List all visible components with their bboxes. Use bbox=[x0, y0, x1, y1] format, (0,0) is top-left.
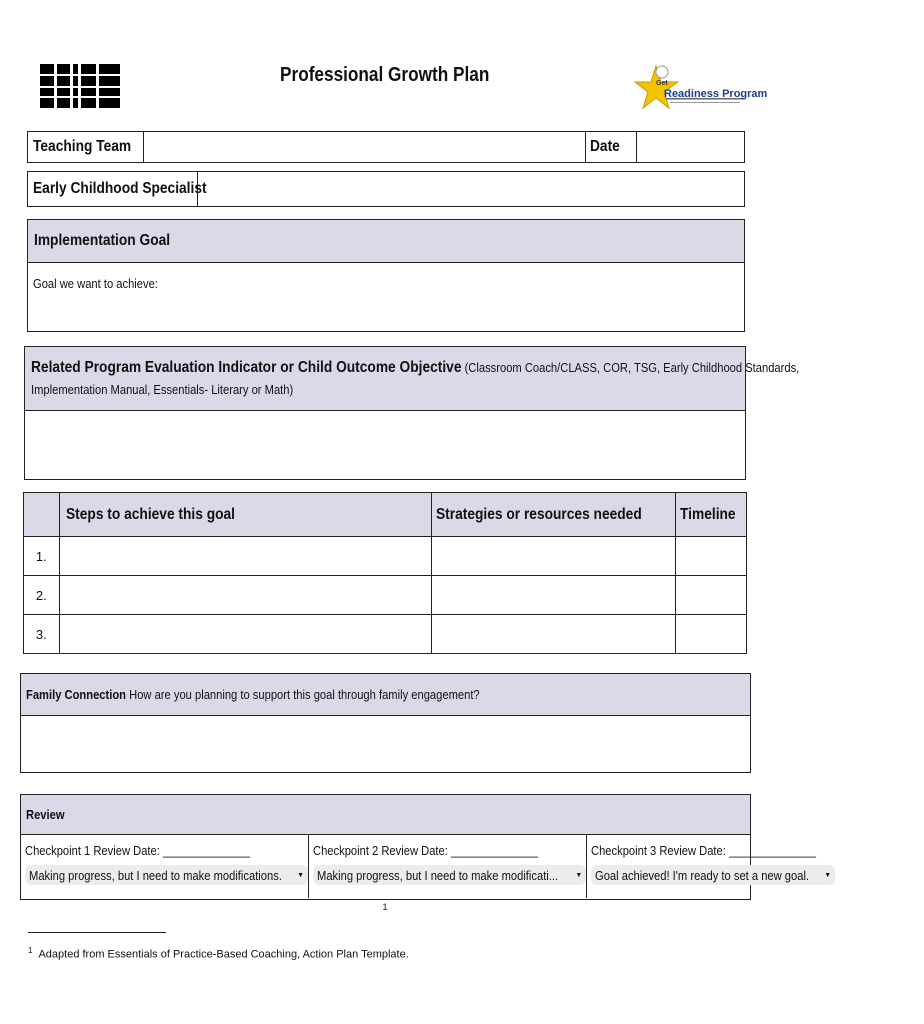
date-label: Date bbox=[586, 132, 637, 162]
strategy-input[interactable] bbox=[432, 576, 676, 615]
implementation-goal-section bbox=[27, 219, 745, 332]
footnote-divider bbox=[28, 932, 166, 933]
checkpoint-3 bbox=[587, 835, 853, 898]
checkpoint-3-status-dropdown[interactable]: Goal achieved! I'm ready to set a new goal. ▼ bbox=[591, 865, 835, 885]
steps-table bbox=[23, 492, 747, 654]
checkpoint-1-date[interactable]: Checkpoint 1 Review Date: ______________ bbox=[25, 843, 251, 858]
indicator-heading-rest: (Classroom Coach/CLASS, COR, TSG, Early Childhood Standards, bbox=[461, 360, 800, 375]
specialist-row bbox=[27, 171, 745, 207]
specialist-input[interactable] bbox=[198, 172, 744, 206]
teaching-team-label: Teaching Team bbox=[28, 132, 144, 162]
step-number: 3. bbox=[24, 615, 60, 654]
readiness-program-logo bbox=[636, 60, 768, 124]
step-number: 1. bbox=[24, 537, 60, 576]
page-title: Professional Growth Plan bbox=[280, 64, 490, 86]
dropdown-arrow-icon: ▼ bbox=[575, 871, 583, 879]
indicator-input[interactable] bbox=[25, 411, 745, 478]
table-row bbox=[24, 615, 747, 654]
footnote-mark: 1 bbox=[28, 946, 33, 955]
checkpoint-3-date[interactable]: Checkpoint 3 Review Date: ______________ bbox=[591, 843, 817, 858]
strategy-input[interactable] bbox=[432, 615, 676, 654]
table-row bbox=[24, 537, 747, 576]
step-input[interactable] bbox=[59, 537, 431, 576]
dropdown-arrow-icon: ▼ bbox=[824, 871, 832, 879]
family-connection-input[interactable] bbox=[21, 716, 750, 771]
timeline-input[interactable] bbox=[676, 537, 747, 576]
checkpoint-2-status-dropdown[interactable]: Making progress, but I need to make modificati... ▼ bbox=[313, 865, 586, 885]
checkpoint-2-date[interactable]: Checkpoint 2 Review Date: ______________ bbox=[313, 843, 539, 858]
timeline-input[interactable] bbox=[676, 615, 747, 654]
steps-header-row bbox=[24, 493, 747, 537]
family-connection-section bbox=[20, 673, 751, 773]
step-input[interactable] bbox=[59, 576, 431, 615]
table-row bbox=[24, 576, 747, 615]
page-number: 1 bbox=[382, 902, 388, 912]
date-input[interactable] bbox=[637, 132, 744, 162]
indicator-heading-bold: Related Program Evaluation Indicator or Child Outcome Objective bbox=[31, 359, 462, 376]
checkpoint-1 bbox=[21, 835, 309, 898]
teaching-team-input[interactable] bbox=[144, 132, 586, 162]
review-heading: Review bbox=[21, 795, 750, 835]
family-connection-heading bbox=[21, 674, 750, 716]
steps-column-header: Steps to achieve this goal bbox=[59, 493, 431, 537]
checkpoint-2 bbox=[309, 835, 587, 898]
timeline-column-header: Timeline bbox=[676, 493, 747, 537]
specialist-label: Early Childhood Specialist bbox=[28, 172, 198, 206]
goal-input[interactable]: Goal we want to achieve: bbox=[33, 276, 158, 291]
strategies-column-header: Strategies or resources needed bbox=[432, 493, 676, 537]
indicator-heading-line2: Implementation Manual, Essentials- Literary or Math) bbox=[31, 382, 294, 397]
teaching-team-row bbox=[27, 131, 745, 163]
indicator-section bbox=[24, 346, 800, 480]
family-connection-question: How are you planning to support this goal through family engagement? bbox=[126, 686, 480, 702]
footnote-text: Adapted from Essentials of Practice-Based Coaching, Action Plan Template. bbox=[38, 948, 409, 961]
footnote bbox=[28, 946, 409, 961]
checkpoint-1-status-dropdown[interactable]: Making progress, but I need to make modifications. ▼ bbox=[25, 865, 308, 885]
review-section bbox=[20, 794, 832, 900]
indicator-heading bbox=[25, 347, 800, 411]
implementation-goal-heading: Implementation Goal bbox=[28, 220, 744, 263]
step-input[interactable] bbox=[59, 615, 431, 654]
strategy-input[interactable] bbox=[432, 537, 676, 576]
dropdown-arrow-icon: ▼ bbox=[297, 871, 305, 879]
row-number-header bbox=[24, 493, 60, 537]
family-connection-label: Family Connection bbox=[26, 686, 127, 702]
step-number: 2. bbox=[24, 576, 60, 615]
timeline-input[interactable] bbox=[676, 576, 747, 615]
logo-text: Readiness Program bbox=[664, 88, 768, 100]
logo-small-text: Get bbox=[656, 80, 668, 87]
